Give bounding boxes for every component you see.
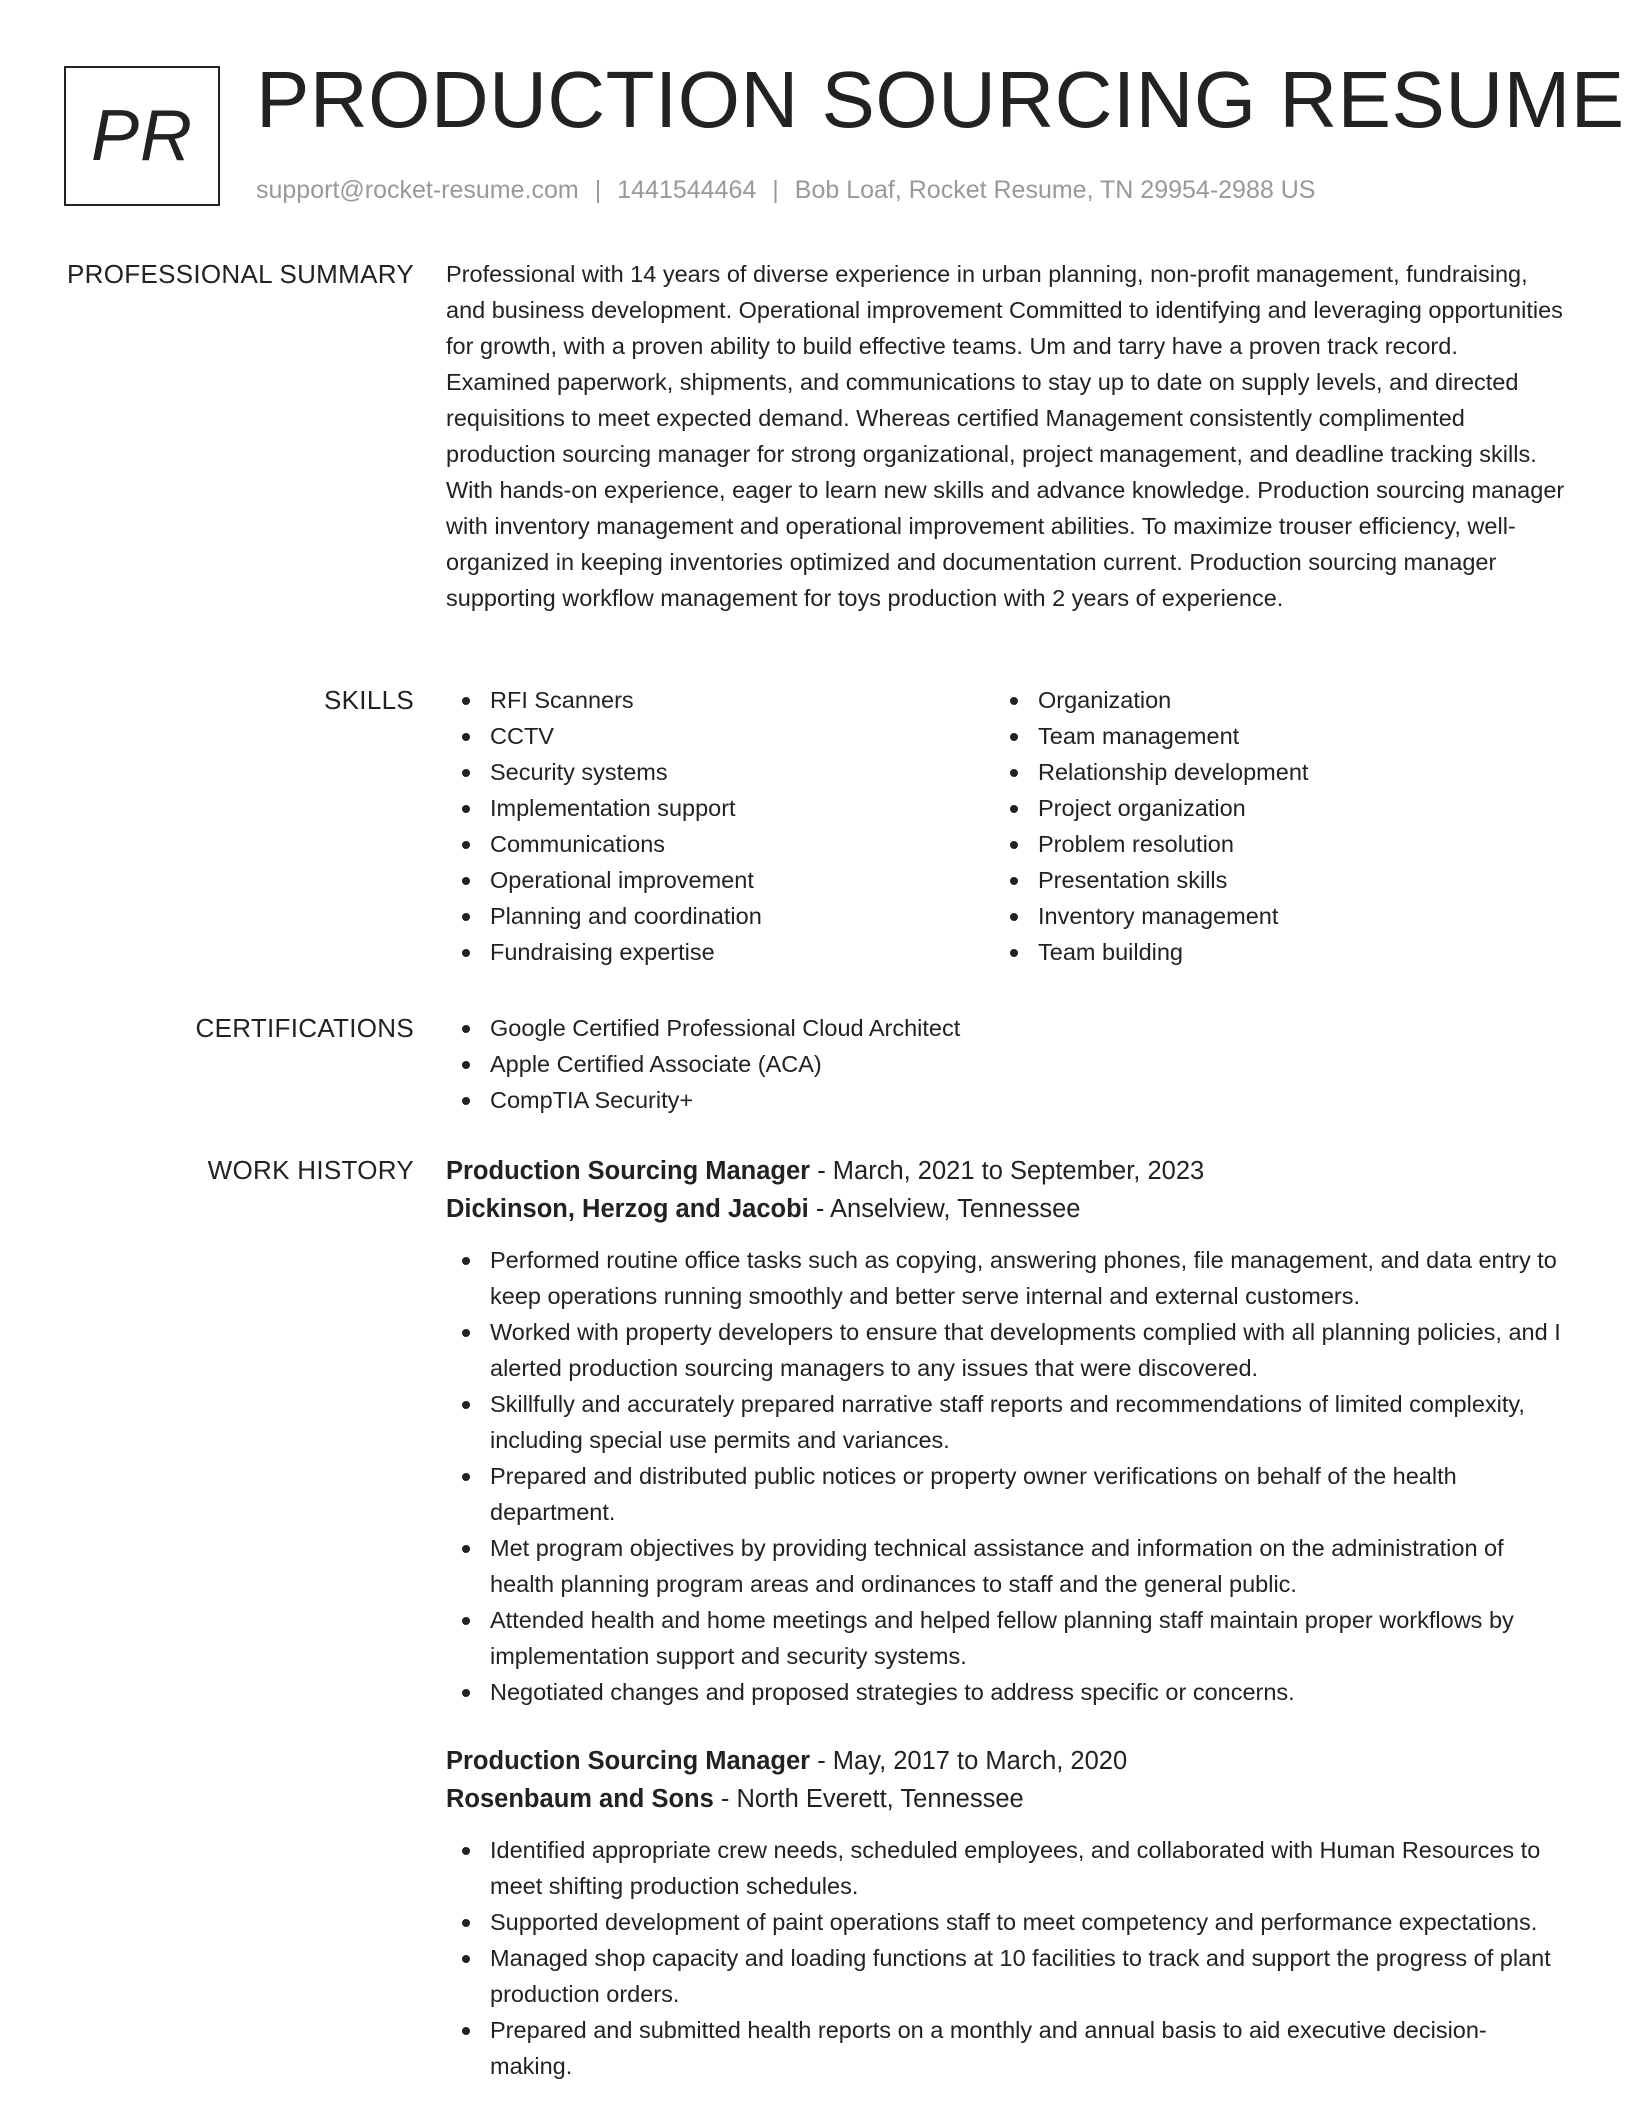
job-company: Dickinson, Herzog and Jacobi xyxy=(446,1195,809,1223)
work-history-body xyxy=(446,1152,1566,2084)
skills-body xyxy=(446,682,1566,970)
job-location: - North Everett, Tennessee xyxy=(713,1785,1024,1813)
contact-separator: | xyxy=(594,176,602,204)
contact-address: Bob Loaf, Rocket Resume, TN 29954-2988 US xyxy=(794,176,1316,204)
job-bullet-list xyxy=(446,1242,1566,1710)
job-entry xyxy=(446,1742,1566,2084)
section-title-skills: SKILLS xyxy=(324,685,414,715)
job-dates: - March, 2021 to September, 2023 xyxy=(810,1157,1205,1185)
job-role-line xyxy=(446,1742,1566,1780)
skill-item: CCTV xyxy=(446,718,994,754)
skill-item: Project organization xyxy=(994,790,1542,826)
job-company-line xyxy=(446,1780,1566,1818)
certification-item: Google Certified Professional Cloud Architect xyxy=(446,1010,1566,1046)
job-bullet-list xyxy=(446,1832,1566,2084)
skill-item: Relationship development xyxy=(994,754,1542,790)
skill-item: Organization xyxy=(994,682,1542,718)
contact-separator: | xyxy=(772,176,779,204)
skill-item: Team building xyxy=(994,934,1542,970)
skill-item: Implementation support xyxy=(446,790,994,826)
skill-item: Presentation skills xyxy=(994,862,1542,898)
job-bullet: Attended health and home meetings and helped fellow planning staff maintain proper workflows by implementation support and security systems. xyxy=(446,1602,1566,1674)
skill-item: Planning and coordination xyxy=(446,898,994,934)
job-bullet: Performed routine office tasks such as copying, answering phones, file management, and data entry to keep operations running smoothly and better serve internal and external customers. xyxy=(446,1242,1566,1314)
job-entry xyxy=(446,1152,1566,1710)
job-bullet: Skillfully and accurately prepared narrative staff reports and recommendations of limited complexity, including special use permits and variances. xyxy=(446,1386,1566,1458)
job-company-line xyxy=(446,1190,1566,1228)
job-bullet: Managed shop capacity and loading functions at 10 facilities to track and support the progress of plant production orders. xyxy=(446,1940,1566,2012)
resume-title: PRODUCTION SOURCING RESUME xyxy=(256,55,1625,144)
skill-item: Problem resolution xyxy=(994,826,1542,862)
skills-list-right xyxy=(994,682,1542,970)
skills-list-left xyxy=(446,682,994,970)
contact-phone: 1441544464 xyxy=(617,176,757,204)
job-bullet: Identified appropriate crew needs, scheduled employees, and collaborated with Human Resources to meet shifting production schedules. xyxy=(446,1832,1566,1904)
section-title-work-history: WORK HISTORY xyxy=(207,1155,414,1185)
section-title-certifications: CERTIFICATIONS xyxy=(195,1013,414,1043)
contact-line xyxy=(256,172,1315,208)
job-role-line xyxy=(446,1152,1566,1190)
job-location: - Anselview, Tennessee xyxy=(808,1195,1081,1223)
skill-item: Team management xyxy=(994,718,1542,754)
section-title-summary: PROFESSIONAL SUMMARY xyxy=(67,259,414,289)
job-role: Production Sourcing Manager xyxy=(446,1157,811,1185)
skill-item: Inventory management xyxy=(994,898,1542,934)
job-company: Rosenbaum and Sons xyxy=(446,1785,714,1813)
job-bullet: Prepared and submitted health reports on a monthly and annual basis to aid executive decision-making. xyxy=(446,2012,1566,2084)
job-bullet: Prepared and distributed public notices or property owner verifications on behalf of the health department. xyxy=(446,1458,1566,1530)
summary-text: Professional with 14 years of diverse experience in urban planning, non-profit management, fundraising, and business development. Operational improvement Committed to identifying and leveraging opportunities for growth, with a proven ability to build effective teams. Um and tarry have a proven track record. Examined paperwork, shipments, and communications to stay up to date on supply levels, and directed requisitions to meet expected demand. Whereas certified Management consistently complimented production sourcing manager for strong organizational, project management, and deadline tracking skills. With hands-on experience, eager to learn new skills and advance knowledge. Production sourcing manager with inventory management and operational improvement abilities. To maximize trouser efficiency, well-organized in keeping inventories optimized and documentation current. Production sourcing manager supporting workflow management for toys production with 2 years of experience. xyxy=(446,261,1565,611)
certification-item: Apple Certified Associate (ACA) xyxy=(446,1046,1566,1082)
job-role: Production Sourcing Manager xyxy=(446,1747,811,1775)
contact-email: support@rocket-resume.com xyxy=(256,176,579,204)
job-bullet: Met program objectives by providing technical assistance and information on the administration of health planning program areas and ordinances to staff and the general public. xyxy=(446,1530,1566,1602)
skill-item: Communications xyxy=(446,826,994,862)
certifications-list xyxy=(446,1010,1566,1118)
job-bullet: Supported development of paint operations staff to meet competency and performance expectations. xyxy=(446,1904,1566,1940)
skill-item: Security systems xyxy=(446,754,994,790)
certifications-body xyxy=(446,1010,1566,1118)
certification-item: CompTIA Security+ xyxy=(446,1082,1566,1118)
job-dates: - May, 2017 to March, 2020 xyxy=(810,1747,1128,1775)
monogram-logo: PR xyxy=(64,66,220,206)
skill-item: Fundraising expertise xyxy=(446,934,994,970)
skill-item: Operational improvement xyxy=(446,862,994,898)
job-bullet: Worked with property developers to ensure that developments complied with all planning policies, and I alerted production sourcing managers to any issues that were discovered. xyxy=(446,1314,1566,1386)
skill-item: RFI Scanners xyxy=(446,682,994,718)
job-bullet: Negotiated changes and proposed strategies to address specific or concerns. xyxy=(446,1674,1566,1710)
